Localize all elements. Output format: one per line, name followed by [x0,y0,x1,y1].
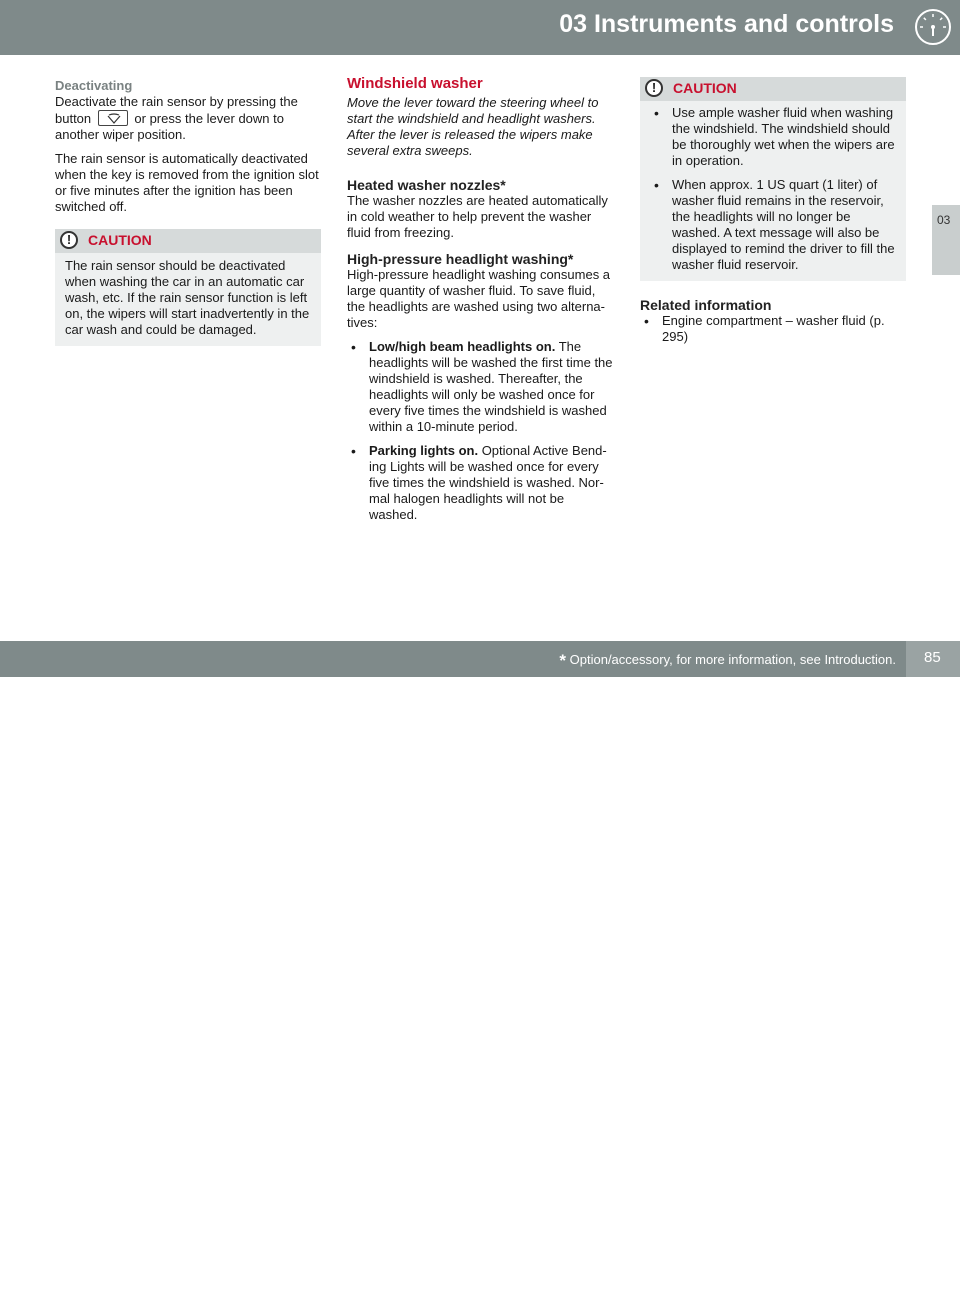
list-item-text: The headlights will be washed the first time the windshield is washed. Thereafter, the headlights will only be washed once for every five times the windshield is washed within a 10-minute period. [369,339,613,434]
washer-intro: Move the lever toward the steering wheel to start the windshield and headlight washers. After the lever is released the wipers make several extra sweeps. [347,95,599,158]
windshield-washer-heading: Windshield washer [347,75,483,92]
column-2 [347,76,615,531]
caution-header [640,77,906,101]
page-number-box [906,641,960,677]
deactivating-paragraph-2: The rain sensor is automatically deactivated when the key is removed from the ignition slot or five minutes after the ignition has been switched off. [55,151,319,214]
footnote-star: * [559,651,567,670]
related-info-list [640,313,906,345]
chapter-header [0,0,960,55]
warning-icon: ! [60,231,78,249]
caution-list [650,105,896,273]
list-item [347,443,615,523]
heated-nozzles-text: The washer nozzles are heated automatically in cold weather to help prevent the washer fluid from freezing. [347,193,608,240]
hp-washing-text: High-pressure headlight washing consumes a large quantity of washer fluid. To save fluid, the headlights are washed using two alterna-tives: [347,267,611,330]
related-info-heading: Related information [640,297,772,313]
side-strip [932,55,960,205]
speedometer-gauge-icon [906,0,960,55]
caution-header [55,229,321,253]
chapter-side-tab[interactable] [932,205,960,275]
caution-box [55,229,321,346]
rain-sensor-button-icon [98,110,128,126]
caution-text: The rain sensor should be deactivated when washing the car in an automatic car wash, etc. If the rain sensor function is left on, the wipers will start inadvertently in the car wash and could be damaged. [65,258,310,337]
page-number: 85 [924,649,941,666]
heated-nozzles-heading: Heated washer nozzles* [347,177,506,193]
caution-box [640,77,906,281]
list-item [347,339,615,435]
related-link[interactable]: • Engine compartment – washer fluid (p. 295) [640,313,906,345]
deactivating-text-a: Deactivate the rain sensor by pressing the button [55,94,298,126]
list-item-text: Optional Active Bend-ing Lights will be washed once for every five times the windshield is washed. Nor-mal halogen headlights will not be washed. [369,443,607,522]
hp-washing-heading: High-pressure headlight washing* [347,251,574,267]
list-item: • When approx. 1 US quart (1 liter) of washer fluid remains in the reservoir, the headlights will no longer be washed. A text message will also be displayed to remind the driver to fill the washer fluid reservoir. [650,177,896,273]
page-footer [0,641,960,1311]
footnote-text: Option/accessory, for more information, see Introduction. [569,652,896,667]
column-1 [55,78,321,346]
warning-icon: ! [645,79,663,97]
watermark: carmanualsonline.info [676,1284,942,1311]
list-item: • Use ample washer fluid when washing the windshield. The windshield should be thoroughly wet when the wipers are in operation. [650,105,896,169]
caution-title: CAUTION [673,80,737,96]
side-tab-label: 03 [937,213,951,227]
deactivating-heading: Deactivating [55,78,133,93]
footer-note [559,651,896,671]
deactivating-text-b: or press the lever down to another wiper position. [55,111,284,142]
caution-title: CAUTION [88,232,152,248]
deactivating-paragraph-1 [55,94,321,143]
caution-body [640,101,906,281]
column-3 [640,77,906,353]
hp-washing-list [347,339,615,523]
list-item-bold: Parking lights on. [369,443,479,458]
list-item-bold: Low/high beam headlights on. [369,339,556,354]
chapter-title: 03 Instruments and controls [559,10,894,38]
